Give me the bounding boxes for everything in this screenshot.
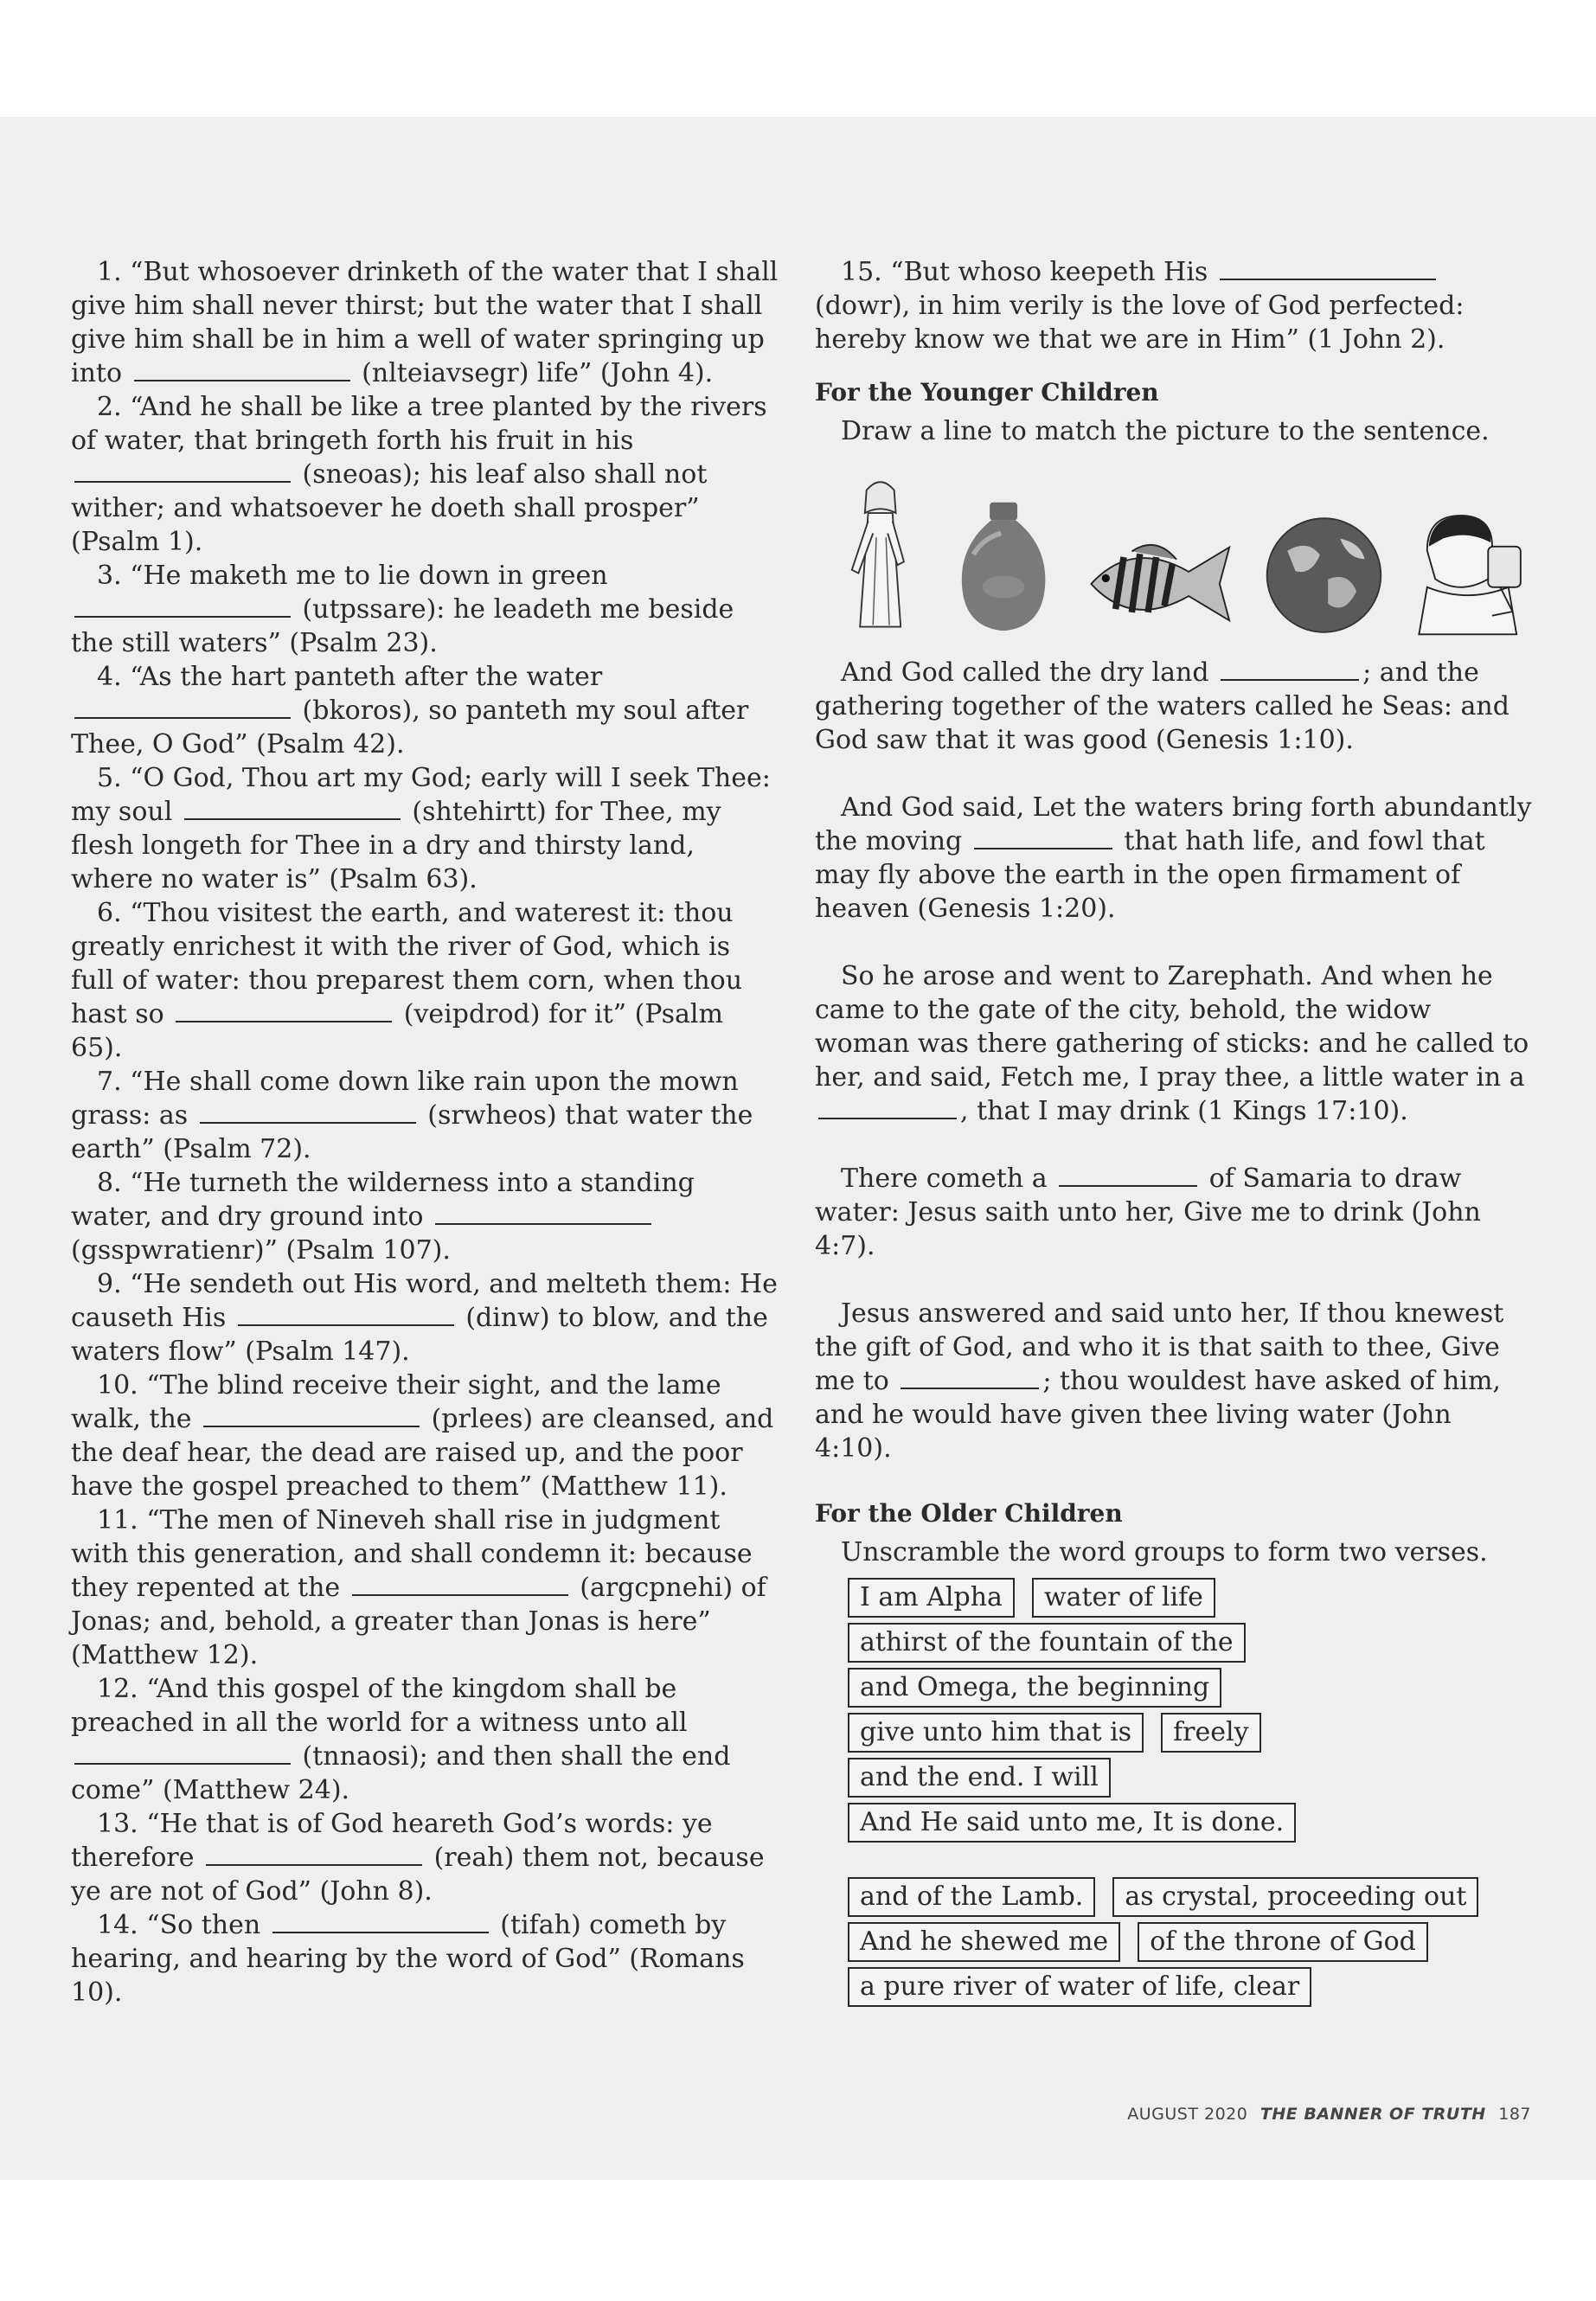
right-column [815,255,1533,2007]
word-box[interactable]: and of the Lamb. [848,1877,1095,1917]
water-jar-icon[interactable] [951,493,1056,640]
answer-blank[interactable] [1220,256,1436,280]
younger-sentence-3: So he arose and went to Zarephath. And when he came to the gate of the city, behold, the widow woman was there gathering of sticks: and he called to her, and said, Fetch me, I pray thee, a little water in a , that I may drink (1 Kings 17:10). [815,961,1529,1126]
older-children-heading: For the Older Children [815,1499,1123,1528]
younger-sentence-1: And God called the dry land ; and the gathering together of the waters called he Seas: and God saw that it was good (Genesis 1:10). [815,657,1509,755]
word-box[interactable]: athirst of the fountain of the [848,1623,1246,1663]
answer-blank[interactable] [206,1842,422,1866]
verse-item-3: 3. “He maketh me to lie down in green (utpssare): he leadeth me beside the still waters” (Psalm 23). [71,561,734,658]
word-box[interactable]: give unto him that is [848,1713,1144,1753]
page-footer [1127,2105,1531,2124]
word-box[interactable]: And he shewed me [848,1922,1120,1962]
verse-item-2: 2. “And he shall be like a tree planted by the rivers of water, that bringeth forth his fruit in his (sneoas); his leaf also shall not wither; and whatsoever he doeth shall prosper” (Psalm 1). [71,392,767,557]
boy-drinking-icon[interactable] [1411,502,1533,640]
verse-item-5: 5. “O God, Thou art my God; early will I seek Thee: my soul (shtehirtt) for Thee, my flesh longeth for Thee in a dry and thirsty land, where no water is” (Psalm 63). [71,763,771,894]
word-box[interactable]: And He said unto me, It is done. [848,1803,1296,1843]
answer-blank[interactable] [352,1572,568,1596]
answer-blank[interactable] [1059,1163,1197,1187]
word-box[interactable]: I am Alpha [848,1578,1015,1618]
word-box[interactable]: and the end. I will [848,1758,1111,1798]
younger-sentence-5: Jesus answered and said unto her, If thou knewest the gift of God, and who it is that saith to thee, Give me to ; thou wouldest have asked of him, and he would have given thee living water (John 4:10). [815,1298,1504,1464]
verse-item-9: 9. “He sendeth out His word, and melteth them: He causeth His (dinw) to blow, and the waters flow” (Psalm 147). [71,1269,778,1367]
answer-blank[interactable] [134,357,350,381]
answer-blank[interactable] [184,796,401,820]
answer-blank[interactable] [818,1095,957,1119]
word-group-2 [815,1877,1533,2007]
footer-publication: THE BANNER OF TRUTH [1259,2105,1486,2124]
younger-sentence-4: There cometh a of Samaria to draw water: Jesus saith unto her, Give me to drink (John 4:7). [815,1163,1481,1261]
younger-instruction: Draw a line to match the picture to the sentence. [841,416,1490,446]
word-box[interactable]: freely [1161,1713,1261,1753]
word-box[interactable]: and Omega, the beginning [848,1668,1221,1708]
verse-item-12: 12. “And this gospel of the kingdom shall be preached in all the world for a witness unto all (tnnaosi); and then shall the end come” (Matthew 24). [71,1674,731,1805]
verse-item-4: 4. “As the hart panteth after the water (bkoros), so panteth my soul after Thee, O God” (Psalm 42). [71,662,749,760]
earth-globe-icon[interactable] [1263,510,1385,640]
verse-item-10: 10. “The blind receive their sight, and the lame walk, the (prlees) are cleansed, and the deaf hear, the dead are raised up, and the poor have the gospel preached to them” (Matthew 11). [71,1370,774,1502]
footer-date: AUGUST 2020 [1127,2105,1248,2124]
fish-icon[interactable] [1083,528,1238,640]
footer-page-number: 187 [1498,2105,1531,2124]
verse-item-6: 6. “Thou visitest the earth, and waterest it: thou greatly enrichest it with the river of God, which is full of water: thou preparest them corn, when thou hast so (veipdrod) for it” (Psalm 65). [71,898,743,1063]
answer-blank[interactable] [1221,657,1359,681]
younger-sentence-2: And God said, Let the waters bring forth abundantly the moving that hath life, and fowl that may fly above the earth in the open firmament of heaven (Genesis 1:20). [815,792,1532,924]
verse-item-7: 7. “He shall come down like rain upon the mown grass: as (srwheos) that water the earth” (Psalm 72). [71,1067,753,1164]
older-instruction: Unscramble the word groups to form two verses. [841,1537,1488,1567]
verse-item-8: 8. “He turneth the wilderness into a standing water, and dry ground into (gsspwratienr)” (Psalm 107). [71,1168,695,1266]
answer-blank[interactable] [74,695,291,719]
verse-item-13: 13. “He that is of God heareth God’s words: ye therefore (reah) them not, because ye are not of God” (John 8). [71,1809,765,1907]
answer-blank[interactable] [203,1403,420,1427]
word-group-1 [815,1578,1533,1843]
word-box[interactable]: as crystal, proceeding out [1112,1877,1478,1917]
verse-item-14: 14. “So then (tifah) cometh by hearing, and hearing by the word of God” (Romans 10). [71,1910,745,2008]
left-column [71,255,780,2009]
answer-blank[interactable] [74,458,291,483]
woman-figure-icon[interactable] [836,467,925,640]
answer-blank[interactable] [74,1740,291,1765]
word-box[interactable]: water of life [1032,1578,1215,1618]
verse-item-11: 11. “The men of Nineveh shall rise in judgment with this generation, and shall condemn it: because they repented at the (argcpnehi) of Jonas; and, behold, a greater than Jonas is here” (Matthew 12). [71,1505,766,1670]
answer-blank[interactable] [901,1365,1039,1389]
picture-row [836,458,1533,640]
answer-blank[interactable] [272,1909,489,1933]
answer-blank[interactable] [435,1201,651,1225]
answer-blank[interactable] [974,825,1112,849]
answer-blank[interactable] [200,1099,416,1124]
answer-blank[interactable] [238,1302,454,1326]
word-box[interactable]: a pure river of water of life, clear [848,1967,1311,2007]
word-box[interactable]: of the throne of God [1138,1922,1428,1962]
verse-item-1: 1. “But whosoever drinketh of the water that I shall give him shall never thirst; but the water that I shall give him shall be in him a well of water springing up into (nlteiavsegr) life” (John 4). [71,257,779,388]
verse-item-15: 15. “But whoso keepeth His (dowr), in him verily is the love of God perfected: hereby know we that we are in Him” (1 John 2). [815,257,1465,355]
answer-blank[interactable] [176,998,392,1022]
answer-blank[interactable] [74,593,291,618]
younger-children-heading: For the Younger Children [815,378,1159,407]
